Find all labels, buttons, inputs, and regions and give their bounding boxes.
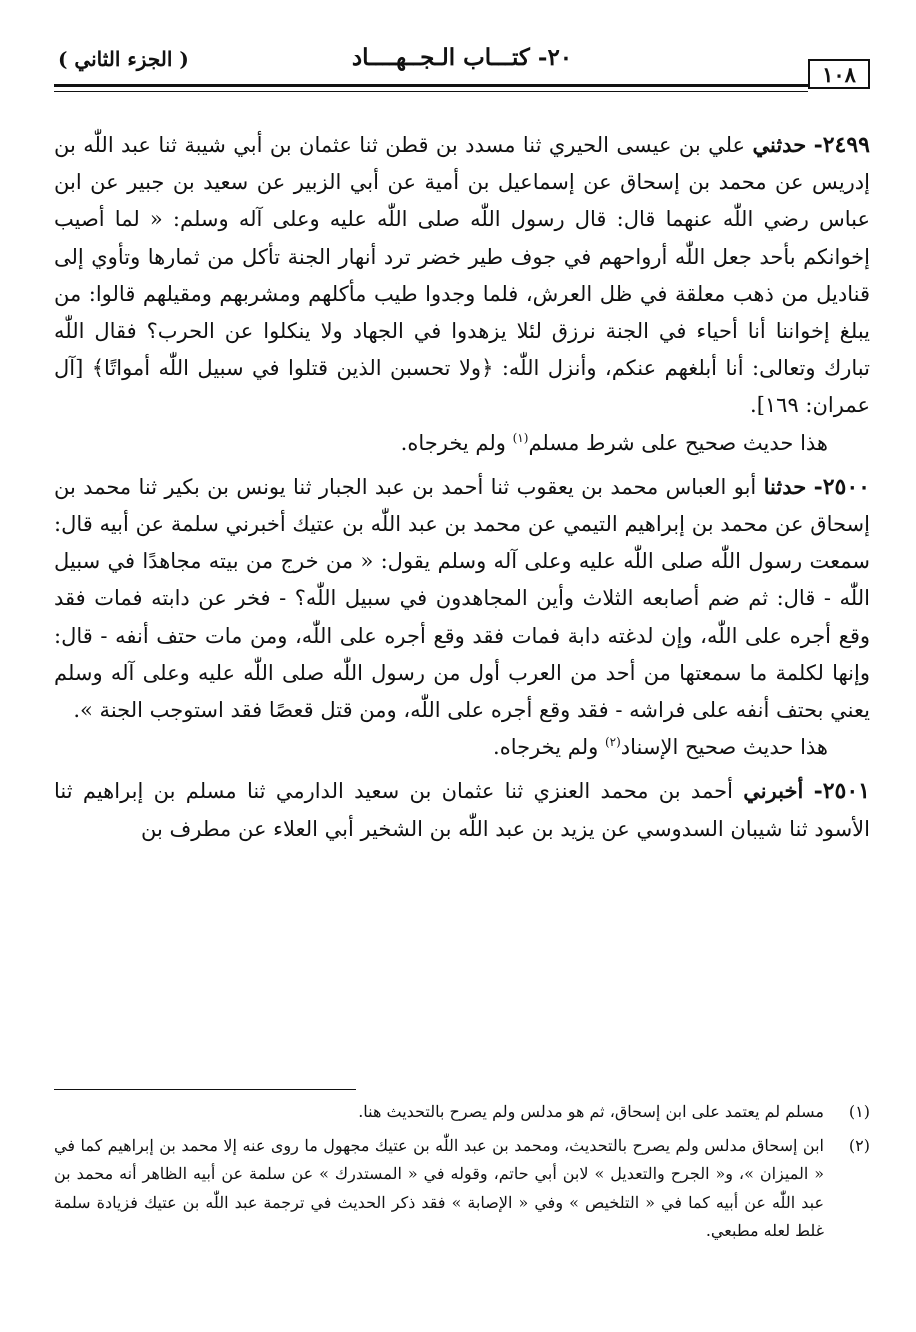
verdict-end: ولم يخرجاه. — [400, 430, 506, 455]
footnotes — [54, 1098, 870, 1251]
page-header — [54, 44, 870, 88]
footnote-ref: (٢) — [604, 735, 621, 750]
footnote-text: ابن إسحاق مدلس ولم يصرح بالتحديث، ومحمد بن عبد اللّٰه بن عتيك مجهول ما روى عنه إلا محمد بن إبراهيم كما في « الميزان »، و« الجرح والتعديل » لابن أبي حاتم، وقوله في « المستدرك » عن سلمة عن أبيه الظاهر أنه محمد بن عبد اللّٰه عن أبيه كما في « التلخيص » وفي « الإصابة » فقد ذكر الحديث في ترجمة عبد اللّٰه بن عتيك فزيادة سلمة غلط لعله مطبعي. — [54, 1135, 824, 1240]
header-rule-thin — [54, 91, 808, 92]
hadith-text: أحمد بن محمد العنزي ثنا عثمان بن سعيد الدارمي ثنا مسلم بن إبراهيم ثنا الأسود ثنا شيبان السدوسي عن يزيد بن عبد اللّٰه بن الشخير أبي العلاء عن مطرف بن — [54, 779, 870, 841]
transmission-word: حدثنا — [763, 473, 807, 499]
hadith-verdict — [54, 425, 870, 462]
transmission-word: أخبرني — [743, 778, 804, 804]
footnote-2 — [54, 1132, 870, 1246]
footnote-text: مسلم لم يعتمد على ابن إسحاق، ثم هو مدلس ولم يصرح بالتحديث هنا. — [358, 1102, 824, 1121]
verdict-text: هذا حديث صحيح الإسناد — [620, 735, 828, 760]
footnote-separator — [54, 1089, 356, 1090]
chapter-title: ٢٠- كتـــاب الـجــهــــاد — [351, 44, 573, 71]
hadith-2499 — [54, 126, 870, 425]
page-number: ١٠٨ — [808, 59, 870, 89]
hadith-number: ٢٤٩٩- — [813, 132, 870, 158]
hadith-2500 — [54, 468, 870, 729]
footnote-marker: (١) — [848, 1102, 870, 1121]
footnote-ref: (١) — [512, 430, 529, 445]
hadith-verdict — [54, 729, 870, 766]
footnote-marker: (٢) — [848, 1135, 870, 1155]
volume-label: ( الجزء الثاني ) — [58, 47, 189, 71]
hadith-2501 — [54, 772, 870, 847]
hadith-text: علي بن عيسى الحيري ثنا مسدد بن قطن ثنا عثمان بن أبي شيبة ثنا عبد اللّٰه بن إدريس عن محمد بن إسحاق عن إسماعيل بن أمية عن أبي الزبير عن سعيد بن جبير عن ابن عباس رضي اللّٰه عنهما قال: قال رسول اللّٰه صلى اللّٰه عليه وعلى آله وسلم: « لما أصيب إخوانكم بأحد جعل اللّٰه أرواحهم في جوف طير خضر ترد أنهار الجنة تأكل من ثمارها وتأوي إلى قناديل من ذهب معلقة في ظل العرش، فلما وجدوا طيب مأكلهم ومشربهم ومقيلهم قالوا: من يبلغ إخواننا أنا أحياء في الجنة نرزق لئلا يزهدوا في الجهاد ولا ينكلوا عن الحرب؟ فقال اللّٰه تبارك وتعالى: أنا أبلغهم عنكم، وأنزل اللّٰه: ﴿ولا تحسبن الذين قتلوا في سبيل اللّٰه أمواتًا﴾ [آل عمران: ١٦٩]. — [54, 133, 870, 418]
transmission-word: حدثني — [752, 132, 807, 157]
main-text — [54, 126, 870, 848]
hadith-number: ٢٥٠٠- — [813, 473, 870, 500]
hadith-number: ٢٥٠١- — [813, 778, 870, 805]
hadith-text: أبو العباس محمد بن يعقوب ثنا أحمد بن عبد الجبار ثنا يونس بن بكير ثنا محمد بن إسحاق عن محمد بن إبراهيم التيمي عن محمد بن عبد اللّٰه بن عتيك أخبرني سلمة عن أبيه قال: سمعت رسول اللّٰه صلى اللّٰه عليه وعلى آله وسلم يقول: « من خرج من بيته مجاهدًا في سبيل اللّٰه - قال: ثم ضم أصابعه الثلاث وأين المجاهدون في سبيل اللّٰه؟ - فخر عن دابته فمات فقد وقع أجره على اللّٰه، وإن لدغته دابة فمات فقد وقع أجره على اللّٰه، ومن مات حتف أنفه - قال: وإنها لكلمة ما سمعتها من أحد من العرب أول من رسول اللّٰه صلى اللّٰه عليه وعلى آله وسلم يعني بحتف أنفه على فراشه - فقد وقع أجره على اللّٰه، ومن قتل قعصًا فقد استوجب الجنة ». — [54, 474, 870, 723]
footnote-1 — [54, 1098, 870, 1127]
verdict-end: ولم يخرجاه. — [493, 735, 599, 760]
header-rule-thick — [54, 84, 808, 87]
verdict-text: هذا حديث صحيح على شرط مسلم — [528, 430, 828, 455]
